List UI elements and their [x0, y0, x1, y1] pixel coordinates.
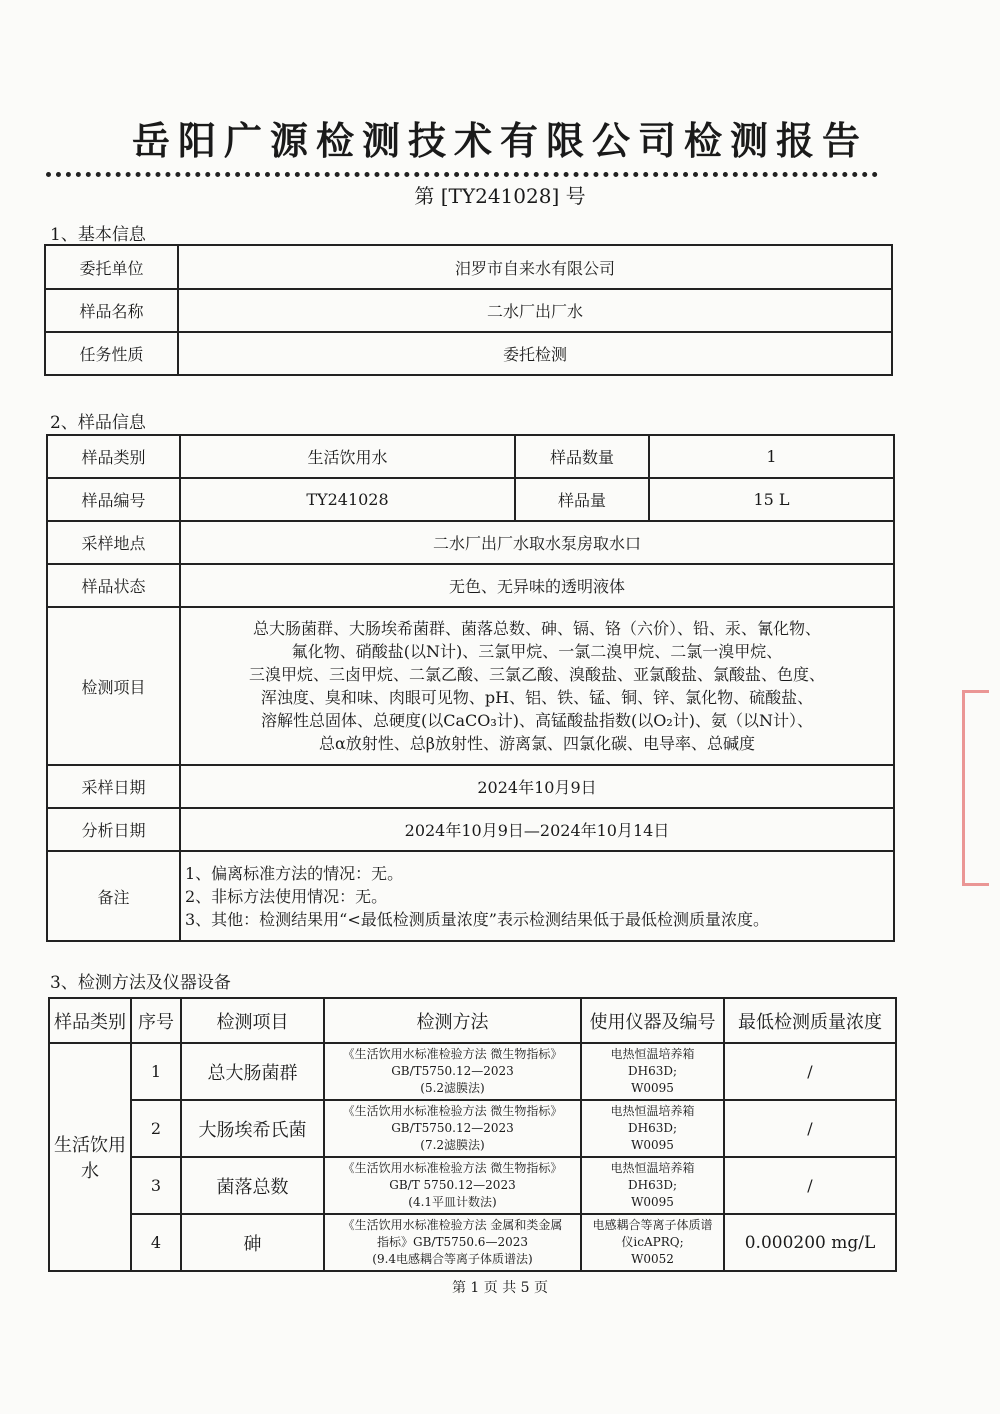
table-row — [47, 478, 894, 521]
col-header-method: 检测方法 — [324, 998, 581, 1043]
instrument-line: 电热恒温培养箱 — [610, 1104, 695, 1118]
test-items-line: 总α放射性、总β放射性、游离氯、四氯化碳、电导率、总碱度 — [318, 734, 756, 753]
table-row — [47, 765, 894, 808]
table-row — [49, 1043, 896, 1100]
row-no: 2 — [131, 1100, 181, 1157]
row-limit: / — [724, 1100, 896, 1157]
instrument-line: 电感耦合等离子体质谱 — [592, 1218, 713, 1232]
sample-id-value: TY241028 — [180, 478, 515, 521]
remark-line: 2、非标方法使用情况：无。 — [185, 886, 388, 906]
analysis-date-value: 2024年10月9日—2024年10月14日 — [180, 808, 894, 851]
test-items-line: 总大肠菌群、大肠埃希菌群、菌落总数、砷、镉、铬（六价）、铅、汞、氰化物、 — [252, 619, 821, 638]
row-instrument — [581, 1214, 724, 1271]
state-label: 样品状态 — [47, 564, 180, 607]
sample-name-value: 二水厂出厂水 — [178, 289, 892, 332]
table-row — [49, 1157, 896, 1214]
location-label: 采样地点 — [47, 521, 180, 564]
row-instrument — [581, 1157, 724, 1214]
instrument-line: 电热恒温培养箱 — [610, 1047, 695, 1061]
remark-line: 1、偏离标准方法的情况：无。 — [185, 863, 404, 883]
table-row — [47, 564, 894, 607]
method-line: (7.2滤膜法) — [420, 1138, 485, 1152]
table-row — [45, 245, 892, 289]
category-cell: 生活饮用水 — [49, 1043, 131, 1271]
method-line: 《生活饮用水标准检验方法 金属和类金属 — [342, 1218, 563, 1232]
instrument-line: W0095 — [631, 1195, 674, 1209]
seal-stamp-fragment — [962, 690, 989, 886]
row-method — [324, 1214, 581, 1271]
instrument-line: DH63D; — [627, 1178, 678, 1192]
row-instrument — [581, 1100, 724, 1157]
row-method — [324, 1100, 581, 1157]
row-no: 4 — [131, 1214, 181, 1271]
sampling-date-label: 采样日期 — [47, 765, 180, 808]
col-header-limit: 最低检测质量浓度 — [724, 998, 896, 1043]
client-label: 委托单位 — [45, 245, 178, 289]
task-type-value: 委托检测 — [178, 332, 892, 375]
row-method — [324, 1157, 581, 1214]
method-line: 《生活饮用水标准检验方法 微生物指标》 — [342, 1047, 563, 1061]
row-item: 大肠埃希氏菌 — [181, 1100, 324, 1157]
instrument-line: W0095 — [631, 1138, 674, 1152]
instrument-line: DH63D; — [627, 1064, 678, 1078]
row-limit: / — [724, 1157, 896, 1214]
task-type-label: 任务性质 — [45, 332, 178, 375]
table-row — [47, 521, 894, 564]
row-method — [324, 1043, 581, 1100]
table-row — [47, 808, 894, 851]
page-footer: 第 1 页 共 5 页 — [451, 1280, 549, 1296]
col-header-instrument: 使用仪器及编号 — [581, 998, 724, 1043]
row-item: 砷 — [181, 1214, 324, 1271]
method-line: 《生活饮用水标准检验方法 微生物指标》 — [342, 1104, 563, 1118]
method-line: (9.4电感耦合等离子体质谱法) — [372, 1252, 533, 1266]
sample-info-table — [46, 434, 895, 942]
method-table — [48, 997, 897, 1272]
remarks-value — [180, 851, 894, 941]
table-header-row — [49, 998, 896, 1043]
test-items-line: 溶解性总固体、总硬度(以CaCO₃计)、高锰酸盐指数(以O₂计)、氨（以N计）、 — [260, 711, 814, 730]
sample-amount-label: 样品量 — [515, 478, 649, 521]
row-item: 总大肠菌群 — [181, 1043, 324, 1100]
instrument-line: W0052 — [631, 1252, 674, 1266]
table-row — [49, 1100, 896, 1157]
sampling-date-value: 2024年10月9日 — [180, 765, 894, 808]
row-instrument — [581, 1043, 724, 1100]
table-row — [47, 435, 894, 478]
row-item: 菌落总数 — [181, 1157, 324, 1214]
sample-type-value: 生活饮用水 — [180, 435, 515, 478]
report-title: 岳阳广源检测技术有限公司检测报告 — [131, 119, 868, 163]
remarks-label: 备注 — [47, 851, 180, 941]
client-value: 汨罗市自来水有限公司 — [178, 245, 892, 289]
method-line: (5.2滤膜法) — [420, 1081, 485, 1095]
analysis-date-label: 分析日期 — [47, 808, 180, 851]
test-items-label: 检测项目 — [47, 607, 180, 765]
instrument-line: W0095 — [631, 1081, 674, 1095]
basic-info-table — [44, 244, 893, 376]
state-value: 无色、无异味的透明液体 — [180, 564, 894, 607]
sample-name-label: 样品名称 — [45, 289, 178, 332]
test-items-value — [180, 607, 894, 765]
method-line: GB/T 5750.12—2023 — [389, 1178, 516, 1192]
table-row — [47, 851, 894, 941]
method-line: 《生活饮用水标准检验方法 微生物指标》 — [342, 1161, 563, 1175]
method-line: (4.1平皿计数法) — [408, 1195, 497, 1209]
method-line: 指标》GB/T5750.6—2023 — [377, 1235, 528, 1249]
test-items-line: 氟化物、硝酸盐(以N计)、三氯甲烷、一氯二溴甲烷、二氯一溴甲烷、 — [291, 642, 783, 661]
dotted-divider — [46, 172, 878, 177]
table-row — [47, 607, 894, 765]
instrument-line: 电热恒温培养箱 — [610, 1161, 695, 1175]
report-number: 第 [TY241028] 号 — [414, 184, 586, 208]
instrument-line: DH63D; — [627, 1121, 678, 1135]
row-limit: 0.000200 mg/L — [724, 1214, 896, 1271]
section3-heading: 3、检测方法及仪器设备 — [50, 973, 231, 993]
location-value: 二水厂出厂水取水泵房取水口 — [180, 521, 894, 564]
row-limit: / — [724, 1043, 896, 1100]
sample-type-label: 样品类别 — [47, 435, 180, 478]
sample-count-label: 样品数量 — [515, 435, 649, 478]
instrument-line: 仪icAPRQ; — [621, 1235, 684, 1249]
test-items-line: 浑浊度、臭和味、肉眼可见物、pH、铝、铁、锰、铜、锌、氯化物、硫酸盐、 — [260, 688, 814, 707]
col-header-category: 样品类别 — [49, 998, 131, 1043]
table-row — [45, 289, 892, 332]
row-no: 1 — [131, 1043, 181, 1100]
table-row — [45, 332, 892, 375]
remark-line: 3、其他：检测结果用“<最低检测质量浓度”表示检测结果低于最低检测质量浓度。 — [185, 909, 769, 929]
section2-heading: 2、样品信息 — [50, 413, 146, 433]
sample-amount-value: 15 L — [649, 478, 894, 521]
section1-heading: 1、基本信息 — [50, 225, 146, 245]
method-line: GB/T5750.12—2023 — [391, 1064, 514, 1078]
sample-id-label: 样品编号 — [47, 478, 180, 521]
col-header-item: 检测项目 — [181, 998, 324, 1043]
col-header-no: 序号 — [131, 998, 181, 1043]
table-row — [49, 1214, 896, 1271]
row-no: 3 — [131, 1157, 181, 1214]
sample-count-value: 1 — [649, 435, 894, 478]
test-items-line: 三溴甲烷、三卤甲烷、二氯乙酸、三氯乙酸、溴酸盐、亚氯酸盐、氯酸盐、色度、 — [248, 665, 825, 684]
method-line: GB/T5750.12—2023 — [391, 1121, 514, 1135]
